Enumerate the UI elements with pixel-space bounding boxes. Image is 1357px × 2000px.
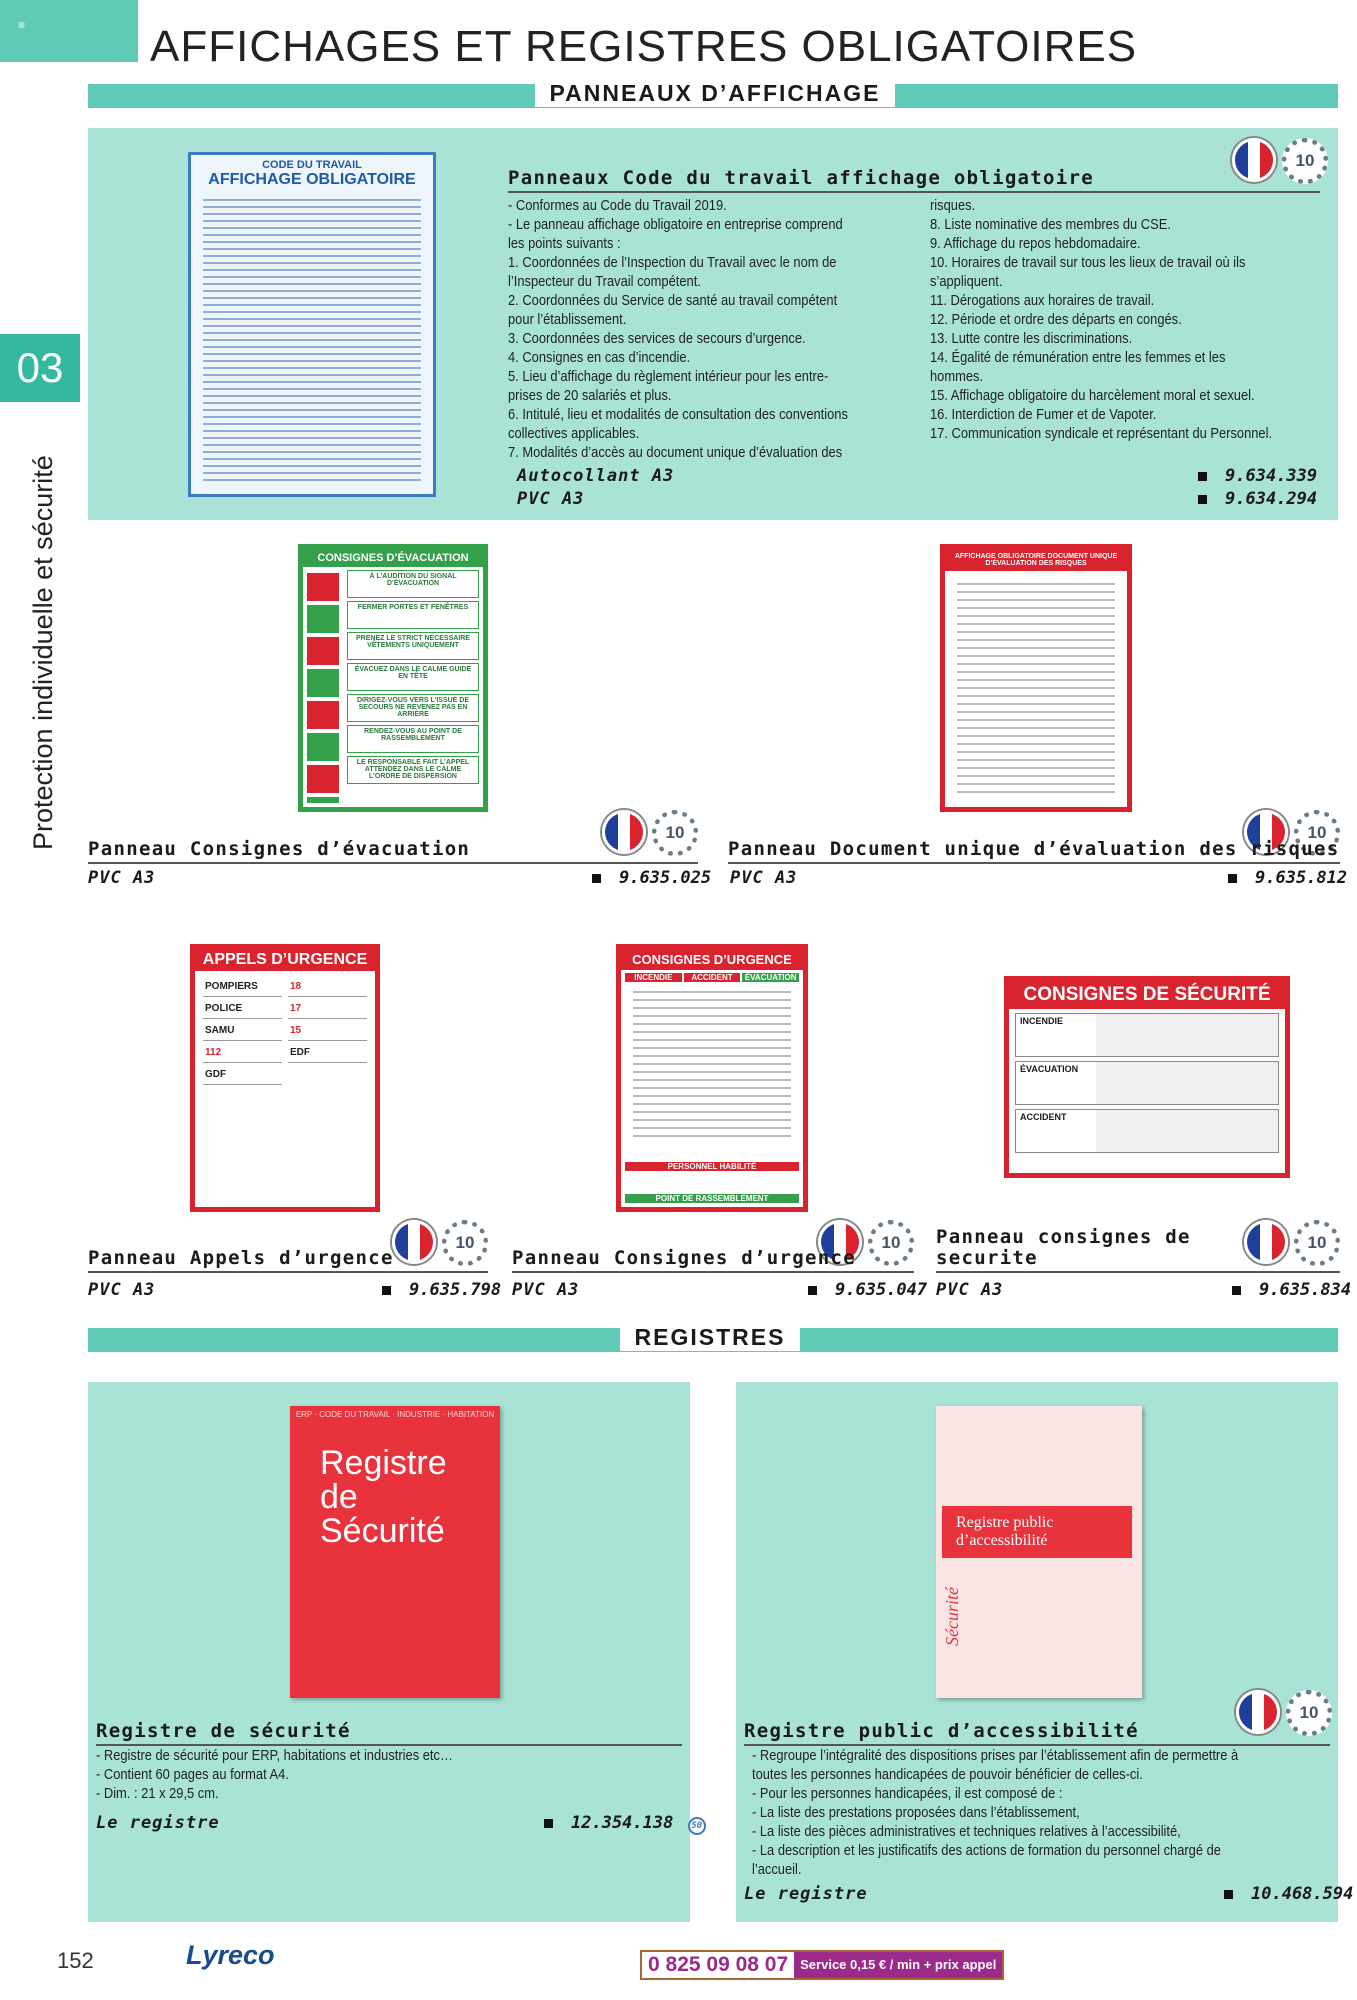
product-title: Panneau Appels d’urgence — [88, 1247, 488, 1273]
section-title-registres: REGISTRES — [620, 1324, 800, 1351]
cover-registre-securite: ERP · CODE DU TRAVAIL · INDUSTRIE · HABITATION Registre de Sécurité — [290, 1406, 500, 1698]
description-line: - Contient 60 pages au format A4. — [96, 1766, 289, 1783]
guarantee-10-icon: 10 — [442, 1220, 488, 1266]
poster-code-travail — [188, 152, 436, 497]
description-line: 1. Coordonnées de l’Inspection du Travail avec le nom de — [508, 254, 837, 271]
poster-header: CONSIGNES D’URGENCE — [621, 949, 803, 970]
description-line: 17. Communication syndicale et représentant du Personnel. — [930, 425, 1273, 442]
description-line: - La liste des prestations proposées dans l’établissement, — [752, 1804, 1080, 1821]
poster-footer: PERSONNEL HABILITÉ — [625, 1162, 799, 1171]
cover-title: Registre public d’accessibilité — [942, 1506, 1132, 1558]
product-ref[interactable]: 9.635.047 — [808, 1280, 927, 1300]
poster-number-item: 17 — [288, 999, 367, 1019]
variant-label: PVC A3 — [730, 868, 798, 888]
description-line: 6. Intitulé, lieu et modalités de consultation des conventions — [508, 406, 848, 423]
description-line: - La description et les justificatifs des actions de formation du personnel chargé de — [752, 1842, 1221, 1859]
lyreco-logo[interactable]: Lyreco — [186, 1940, 275, 1970]
description-line: l’Inspecteur du Travail compétent. — [508, 273, 701, 290]
poster-step: FERMER PORTES ET FENÊTRES — [347, 601, 479, 629]
description-line: risques. — [930, 197, 976, 214]
product-ref[interactable]: 9.635.834 — [1232, 1280, 1351, 1300]
poster-number-item: POMPIERS — [203, 977, 282, 997]
product-title-line2: securite — [936, 1247, 1340, 1273]
poster-row: ACCIDENT — [1015, 1109, 1279, 1153]
poster-step: PRENEZ LE STRICT NÉCESSAIRE VÊTEMENTS UNIQUEMENT — [347, 632, 479, 660]
poster-numbers — [195, 971, 375, 1091]
poster-header: CONSIGNES D’ÉVACUATION — [303, 549, 483, 567]
guarantee-10-icon: 10 — [1294, 1220, 1340, 1266]
poster-step: DIRIGEZ-VOUS VERS L’ISSUE DE SECOURS NE REVENEZ PAS EN ARRIÈRE — [347, 694, 479, 722]
description-line: toutes les personnes handicapées de pouvoir bénéficier de celles-ci. — [752, 1766, 1143, 1783]
description-line: - Pour les personnes handicapées, il est composé de : — [752, 1785, 1063, 1802]
poster-step: RENDEZ-VOUS AU POINT DE RASSEMBLEMENT — [347, 725, 479, 753]
description-line: les points suivants : — [508, 235, 621, 252]
guarantee-10-icon: 10 — [1286, 1690, 1332, 1736]
product-ref[interactable]: 9.635.812 — [1228, 868, 1347, 888]
poster-appels-urgence — [190, 944, 380, 1212]
guarantee-10-icon: 10 — [868, 1220, 914, 1266]
product-ref[interactable]: 9.635.025 — [592, 868, 711, 888]
poster-title-small: CODE DU TRAVAIL — [262, 159, 362, 171]
product-ref[interactable]: 10.468.594 — [1224, 1884, 1353, 1904]
poster-number-item: 112 — [203, 1043, 282, 1063]
poster-header: APPELS D’URGENCE — [195, 949, 375, 971]
poster-footer: POINT DE RASSEMBLEMENT — [625, 1194, 799, 1203]
description-line: - Regroupe l’intégralité des dispositions prises par l’établissement afin de permettre à — [752, 1747, 1239, 1764]
chapter-title: Protection individuelle et sécurité — [28, 455, 58, 850]
variant-label: Autocollant A3 — [517, 466, 675, 486]
description-line: 7. Modalités d’accès au document unique d’évaluation des — [508, 444, 843, 461]
product-title: Panneau Consignes d’urgence — [512, 1247, 914, 1273]
product-title: Registre public d’accessibilité — [744, 1720, 1330, 1746]
product-description-col2 — [930, 196, 1272, 443]
description-line: 2. Coordonnées du Service de santé au travail compétent — [508, 292, 838, 309]
guarantee-10-icon: 10 — [652, 810, 698, 856]
poster-text-lines — [203, 199, 421, 484]
poster-header: AFFICHAGE OBLIGATOIRE DOCUMENT UNIQUE D’ÉVALUATION DES RISQUES — [945, 549, 1127, 571]
poster-number-item: EDF — [288, 1043, 367, 1063]
product-ref[interactable]: 9.634.339 — [1198, 466, 1317, 486]
description-line: - Conformes au Code du Travail 2019. — [508, 197, 727, 214]
description-line: 13. Lutte contre les discriminations. — [930, 330, 1133, 347]
poster-tabs: INCENDIE ACCIDENT ÉVACUATION — [625, 973, 799, 982]
poster-header: CONSIGNES DE SÉCURITÉ — [1009, 981, 1285, 1009]
description-line: - Le panneau affichage obligatoire en entreprise comprend — [508, 216, 843, 233]
description-line: 9. Affichage du repos hebdomadaire. — [930, 235, 1141, 252]
corner-tab — [0, 0, 138, 62]
poster-step: LE RESPONSABLE FAIT L’APPEL ATTENDEZ DANS LE CALME L’ORDRE DE DISPERSION — [347, 756, 479, 784]
description-line: collectives applicables. — [508, 425, 640, 442]
section-title-panneaux: PANNEAUX D’AFFICHAGE — [535, 80, 895, 107]
description-line: pour l’établissement. — [508, 311, 627, 328]
variant-label: PVC A3 — [88, 868, 156, 888]
recycled-badge-icon: 50 — [688, 1817, 706, 1835]
product-ref[interactable]: 12.354.138 50 — [544, 1813, 706, 1835]
poster-step: À L’AUDITION DU SIGNAL D’ÉVACUATION — [347, 570, 479, 598]
poster-step: ÉVACUEZ DANS LE CALME GUIDE EN TÊTE — [347, 663, 479, 691]
variant-label: Le registre — [744, 1884, 868, 1904]
description-line: 5. Lieu d’affichage du règlement intérieur pour les entre- — [508, 368, 829, 385]
description-line: s’appliquent. — [930, 273, 1003, 290]
product-title-line1: Panneau consignes de — [936, 1226, 1191, 1248]
variant-label: PVC A3 — [517, 489, 585, 509]
description-line: 15. Affichage obligatoire du harcèlement moral et sexuel. — [930, 387, 1255, 404]
poster-row: ÉVACUATION — [1015, 1061, 1279, 1105]
poster-document-unique — [940, 544, 1132, 812]
description-line: 8. Liste nominative des membres du CSE. — [930, 216, 1171, 233]
poster-pictograms — [307, 573, 339, 803]
product-description — [96, 1746, 453, 1803]
description-line: 16. Interdiction de Fumer et de Vapoter. — [930, 406, 1157, 423]
poster-number-item: GDF — [203, 1065, 282, 1085]
menu-icon: ≡ — [18, 18, 26, 32]
poster-rows — [1009, 1009, 1285, 1161]
poster-consignes-securite — [1004, 976, 1290, 1178]
description-line: 14. Égalité de rémunération entre les femmes et les — [930, 349, 1226, 366]
page-number: 152 — [57, 1948, 94, 1973]
guarantee-10-icon: 10 — [1282, 138, 1328, 184]
description-line: 4. Consignes en cas d’incendie. — [508, 349, 691, 366]
product-description-col1 — [508, 196, 848, 462]
variant-label: PVC A3 — [936, 1280, 1004, 1300]
product-title: Panneaux Code du travail affichage obligatoire — [508, 167, 1320, 193]
product-title: Panneau Document unique d’évaluation des risques — [728, 838, 1340, 864]
description-line: 3. Coordonnées des services de secours d’urgence. — [508, 330, 806, 347]
poster-number-item: 15 — [288, 1021, 367, 1041]
description-line: - Dim. : 21 x 29,5 cm. — [96, 1785, 219, 1802]
description-line: hommes. — [930, 368, 984, 385]
poster-text-lines — [957, 583, 1115, 793]
phone-number[interactable]: 0 825 09 08 07 — [642, 1952, 794, 1978]
description-line: prises de 20 salariés et plus. — [508, 387, 672, 404]
description-line: 12. Période et ordre des départs en congés. — [930, 311, 1182, 328]
variant-label: Le registre — [96, 1813, 220, 1833]
product-ref[interactable]: 9.635.798 — [382, 1280, 501, 1300]
chapter-number: 03 — [0, 334, 80, 402]
product-description — [752, 1746, 1238, 1879]
poster-number-item: SAMU — [203, 1021, 282, 1041]
description-line: 10. Horaires de travail sur tous les lieux de travail où ils — [930, 254, 1246, 271]
page-title: AFFICHAGES ET REGISTRES OBLIGATOIRES — [150, 22, 1138, 71]
description-line: - La liste des pièces administratives et techniques relatives à l’accessibilité, — [752, 1823, 1181, 1840]
poster-number-item: POLICE — [203, 999, 282, 1019]
poster-text-lines — [633, 991, 791, 1143]
description-line: 11. Dérogations aux horaires de travail. — [930, 292, 1155, 309]
service-phone[interactable] — [640, 1950, 1004, 1980]
poster-consignes-urgence — [616, 944, 808, 1212]
description-line: - Registre de sécurité pour ERP, habitations et industries etc… — [96, 1747, 453, 1764]
poster-row: INCENDIE — [1015, 1013, 1279, 1057]
product-ref[interactable]: 9.634.294 — [1198, 489, 1317, 509]
cover-registre-accessibilite: Registre public d’accessibilité Sécurité — [936, 1406, 1142, 1698]
phone-pricing: Service 0,15 € / min + prix appel — [794, 1952, 1002, 1978]
product-title: Panneau Consignes d’évacuation — [88, 838, 698, 864]
variant-label: PVC A3 — [512, 1280, 580, 1300]
description-line: l’accueil. — [752, 1861, 802, 1878]
cover-title: Registre de Sécurité — [320, 1444, 447, 1550]
variant-label: PVC A3 — [88, 1280, 156, 1300]
poster-evacuation — [298, 544, 488, 812]
guarantee-10-icon: 10 — [1294, 810, 1340, 856]
poster-number-item: 18 — [288, 977, 367, 997]
poster-title-main: AFFICHAGE OBLIGATOIRE — [208, 171, 416, 188]
product-title: Registre de sécurité — [96, 1720, 682, 1746]
